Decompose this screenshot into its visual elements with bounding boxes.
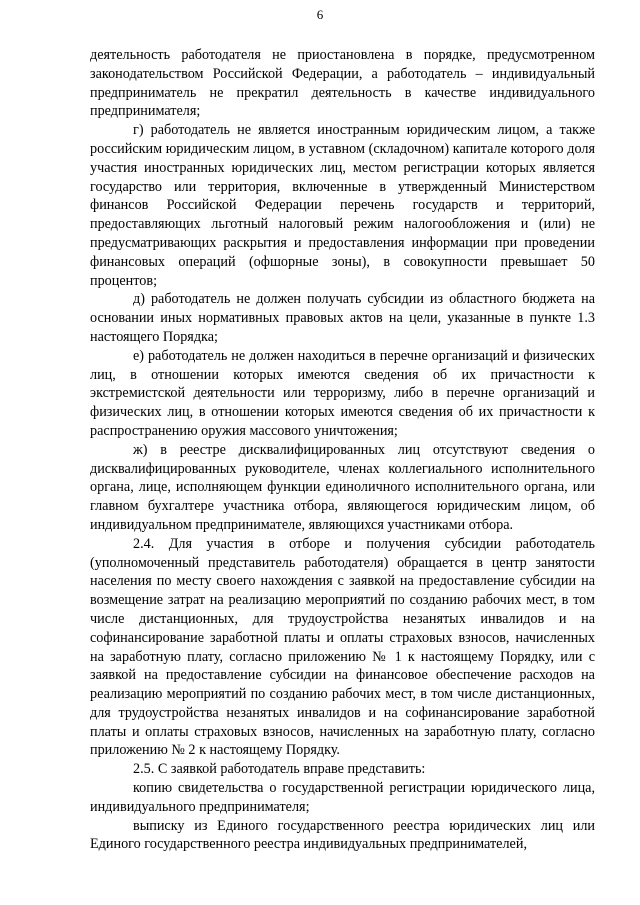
paragraph-continuation: деятельность работодателя не приостановлена в порядке, предусмотренном законодательством Российской Федерации, а работодатель – индивидуальный предприниматель не прекратил деятельность в качестве индивидуального предпринимателя; — [90, 47, 595, 120]
page-number: 6 — [316, 7, 324, 22]
paragraph-registry-extract: выписку из Единого государственного реестра юридических лиц или Единого государственного реестра индивидуальных предпринимателей, — [90, 817, 595, 853]
paragraph-item-g: г) работодатель не является иностранным юридическим лицом, а также российским юридическим лицом, в уставном (складочном) капитале которого доля участия иностранных юридических лиц, местом регистрации которых является государство или территория, включенные в утвержденный Министерством финансов Российской Федерации перечень государств и территорий, предоставляющих льготный налоговый режим налогообложения и (или) не предусматривающих раскрытия и предоставления информации при проведении финансовых операций (офшорные зоны), в совокупности превышает 50 процентов; — [90, 122, 595, 289]
document-body — [90, 46, 595, 854]
paragraph-2-4: 2.4. Для участия в отборе и получения субсидии работодатель (уполномоченный представитель работодателя) обращается в центр занятости населения по месту своего нахождения с заявкой на предоставление субсидии на возмещение затрат на реализацию мероприятий по созданию рабочих мест, в том числе дистанционных, для трудоустройства незанятых инвалидов и на софинансирование заработной платы и оплаты страховых взносов, начисленных на заработную плату, согласно приложению № 1 к настоящему Порядку, или с заявкой на предоставление субсидии на финансовое обеспечение расходов на реализацию мероприятий по созданию рабочих мест, в том числе дистанционных, для трудоустройства незанятых инвалидов и на софинансирование заработной платы и оплаты страховых взносов, начисленных на заработную плату, согласно приложению № 2 к настоящему Порядку. — [90, 535, 595, 759]
paragraph-item-d: д) работодатель не должен получать субсидии из областного бюджета на основании иных нормативных правовых актов на цели, указанные в пункте 1.3 настоящего Порядка; — [90, 291, 595, 345]
paragraph-registration-copy: копию свидетельства о государственной регистрации юридического лица, индивидуального предпринимателя; — [90, 780, 595, 815]
paragraph-item-e: е) работодатель не должен находиться в перечне организаций и физических лиц, в отношении которых имеются сведения об их причастности к экстремистской деятельности или терроризму, либо в перечне организаций и физических лиц, в отношении которых имеются сведения об их причастности к распространению оружия массового уничтожения; — [90, 347, 595, 439]
paragraph-2-5: 2.5. С заявкой работодатель вправе представить: — [133, 761, 426, 778]
paragraph-item-zh: ж) в реестре дисквалифицированных лиц отсутствуют сведения о дисквалифицированных руководителе, членах коллегиального исполнительного органа, лице, исполняющем функции единоличного исполнительного органа, или главном бухгалтере участника отбора, являющегося юридическим лицом, об индивидуальном предпринимателе, являющихся участниками отбора. — [90, 441, 595, 533]
